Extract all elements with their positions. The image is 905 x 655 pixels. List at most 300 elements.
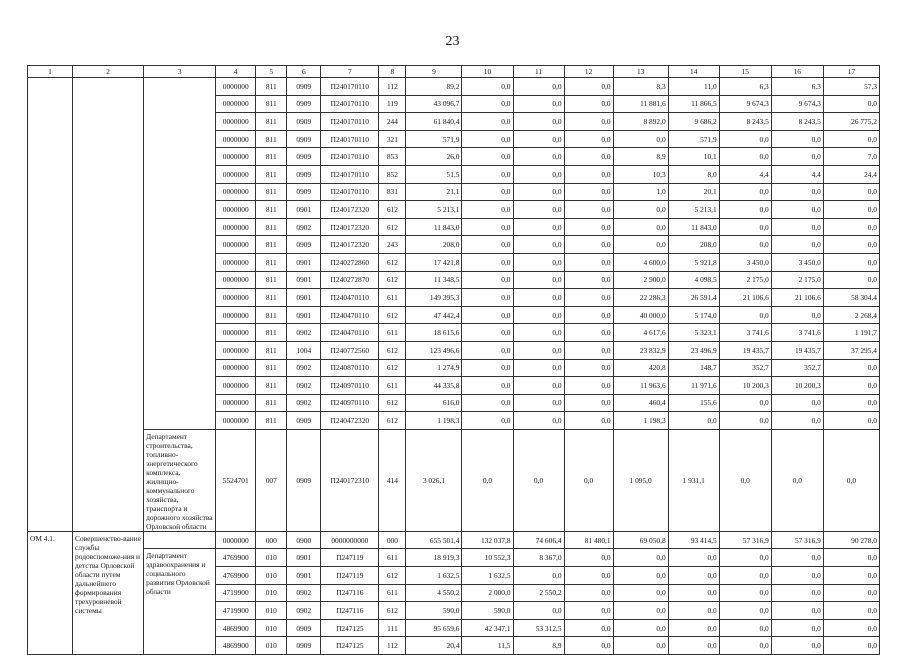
table-cell: 0,0 [668,602,719,620]
table-cell: 0,0 [613,130,668,148]
table-cell: 010 [256,602,287,620]
table-cell: 0,0 [668,637,719,655]
column-header: 16 [771,66,823,78]
table-cell: 11,0 [668,78,719,96]
table-cell: 243 [379,236,406,254]
column-header: 10 [462,66,513,78]
table-cell: 21,1 [406,183,462,201]
table-cell: 0,0 [771,394,823,412]
table-cell: 811 [256,218,287,236]
table-cell: 0,0 [823,412,879,430]
table-cell: 0,0 [513,567,564,585]
table-cell: 0000000 [216,165,256,183]
table-cell: 5 323,1 [668,324,719,342]
table-cell: 21 106,6 [771,289,823,307]
table-cell: 11 971,6 [668,377,719,395]
table-cell: 3 026,1 [406,429,462,531]
table-cell: 90 278,0 [823,531,879,549]
table-cell: 40 000,0 [613,306,668,324]
table-cell: П247116 [321,602,379,620]
responsible-executor: Департамент строительства, топливно-энергетического комплекса, жилищно-коммунального хозяйства, транспорта и дорожного хозяйства Орловской области [144,429,216,531]
table-cell: 0000000 [216,183,256,201]
table-cell: 0,0 [823,236,879,254]
table-cell: П240170110 [321,165,379,183]
table-cell: 0000000 [216,359,256,377]
table-cell: 0902 [287,377,321,395]
table-cell: 0000000000 [321,531,379,549]
table-cell: 010 [256,584,287,602]
table-cell: 0,0 [462,341,513,359]
table-cell: 53 312,5 [513,619,564,637]
table-cell: 11,5 [462,637,513,655]
table-cell: 0,0 [719,218,771,236]
table-cell: 8,0 [668,165,719,183]
column-header: 6 [287,66,321,78]
table-cell: 24,4 [823,165,879,183]
table-cell: 0,0 [564,324,613,342]
table-cell: 95 659,6 [406,619,462,637]
column-header: 4 [216,66,256,78]
table-cell: 57,3 [823,78,879,96]
table-cell: 132 037,8 [462,531,513,549]
table-cell: 0,0 [771,148,823,166]
measure-name: Совершенство-вание службы родовспоможе-ния и детства Орловской области путем дальнейшего формирования трехуровневой системы [73,531,144,654]
table-cell: 0,0 [719,201,771,219]
table-cell: 1 198,3 [613,412,668,430]
table-cell: 11 843,0 [406,218,462,236]
table-cell: 26 775,2 [823,113,879,131]
table-cell: П240470110 [321,324,379,342]
table-cell: 0,0 [513,201,564,219]
table-cell: 0,0 [771,637,823,655]
table-cell: 0,0 [719,549,771,567]
table-cell: 10 552,3 [462,549,513,567]
table-cell: 0,0 [823,201,879,219]
table-cell: 17 421,8 [406,253,462,271]
table-cell: 0902 [287,359,321,377]
table-cell: 0900 [287,531,321,549]
table-cell: 112 [379,78,406,96]
table-cell: 89,2 [406,78,462,96]
table-cell: 0,0 [564,289,613,307]
table-cell: 0909 [287,148,321,166]
table-cell: 612 [379,271,406,289]
table-cell: 007 [256,429,287,531]
table-cell: 2 175,0 [771,271,823,289]
table-cell: 10,1 [668,148,719,166]
table-cell: 4 550,2 [406,584,462,602]
table-cell: 119 [379,95,406,113]
table-cell: 18 919,3 [406,549,462,567]
table-cell: 0,0 [462,394,513,412]
table-cell: 0,0 [719,567,771,585]
table-cell: 811 [256,95,287,113]
table-cell: 0,0 [564,183,613,201]
table-cell: 0901 [287,289,321,307]
table-cell: 0,0 [613,218,668,236]
table-cell: 010 [256,549,287,567]
table-cell: 11 348,5 [406,271,462,289]
table-cell: 811 [256,130,287,148]
table-cell: 0,0 [613,201,668,219]
table-cell: 4769900 [216,549,256,567]
column-header: 1 [28,66,73,78]
table-cell: 0,0 [771,549,823,567]
table-cell: 0,0 [564,113,613,131]
table-cell: 0000000 [216,148,256,166]
table-cell: 811 [256,341,287,359]
table-cell: 23 832,9 [613,341,668,359]
table-cell: 0000000 [216,236,256,254]
table-cell: 0,0 [771,236,823,254]
table-cell: 9 674,3 [771,95,823,113]
table-cell: 611 [379,549,406,567]
table-cell: 0000000 [216,218,256,236]
table-cell: 4769900 [216,567,256,585]
table-cell: 0,0 [668,412,719,430]
table-cell: 0,0 [462,324,513,342]
table-cell: 8 243,5 [719,113,771,131]
table-cell: 43 096,7 [406,95,462,113]
table-cell: 208,0 [406,236,462,254]
table-cell: 0909 [287,412,321,430]
table-cell: 11 881,6 [613,95,668,113]
table-cell: 0,0 [564,236,613,254]
table-cell: 4,4 [719,165,771,183]
table-cell: 611 [379,289,406,307]
table-cell: 0,0 [613,236,668,254]
table-cell: 0,0 [719,306,771,324]
table-cell: 26 591,4 [668,289,719,307]
table-cell: 0,0 [564,78,613,96]
table-cell: 0,0 [719,130,771,148]
table-cell: 0,0 [564,341,613,359]
table-cell: 612 [379,412,406,430]
table-cell: 0,0 [564,359,613,377]
table-cell: 611 [379,377,406,395]
table-cell: 1 274,9 [406,359,462,377]
table-cell: 57 316,9 [771,531,823,549]
table-cell: 0,0 [462,236,513,254]
table-cell: 4869900 [216,637,256,655]
table-cell: 0000000 [216,113,256,131]
table-cell: П247125 [321,619,379,637]
table-cell: П240170110 [321,113,379,131]
table-cell: 6,3 [719,78,771,96]
table-cell: 0909 [287,165,321,183]
table-cell: 3 450,0 [719,253,771,271]
table-cell: 0,0 [771,429,823,531]
table-cell: 0,0 [823,602,879,620]
table-cell: 0,0 [823,637,879,655]
table-cell: 0,0 [513,377,564,395]
table-cell: 0,0 [771,567,823,585]
table-cell: 0,0 [823,130,879,148]
table-cell: 5 213,1 [668,201,719,219]
table-cell: 616,0 [406,394,462,412]
column-header: 3 [144,66,216,78]
table-cell: 0,0 [823,429,879,531]
table-cell: 5 174,0 [668,306,719,324]
table-cell: 7,0 [823,148,879,166]
table-cell: 8,9 [513,637,564,655]
table-cell: 811 [256,148,287,166]
table-cell: 0,0 [513,306,564,324]
table-cell: 69 050,8 [613,531,668,549]
table-cell: 4869900 [216,619,256,637]
table-cell: 0000000 [216,253,256,271]
table-cell: 10,3 [613,165,668,183]
table-cell: 2 175,0 [719,271,771,289]
table-cell: 0000000 [216,78,256,96]
table-cell: 18 615,6 [406,324,462,342]
table-cell: 420,8 [613,359,668,377]
table-cell: 0,0 [462,183,513,201]
table-cell: 0,0 [564,637,613,655]
table-cell: П247119 [321,549,379,567]
table-cell: 0,0 [668,549,719,567]
table-cell: 612 [379,394,406,412]
table-cell: 47 442,4 [406,306,462,324]
table-cell: 0,0 [771,218,823,236]
table-cell: 8 892,0 [613,113,668,131]
table-cell: П240272860 [321,253,379,271]
table-cell: 8,3 [613,78,668,96]
table-cell: 0,0 [462,201,513,219]
table-cell: 010 [256,637,287,655]
table-cell: 010 [256,619,287,637]
table-cell: 0,0 [564,148,613,166]
table-cell: 0909 [287,429,321,531]
table-cell: 0,0 [564,306,613,324]
table-cell: 0,0 [719,148,771,166]
table-cell: 3 450,0 [771,253,823,271]
table-cell: П240970110 [321,377,379,395]
table-cell: 1 632,5 [406,567,462,585]
table-cell: 0,0 [462,377,513,395]
table-cell: 811 [256,271,287,289]
table-cell: 8 243,5 [771,113,823,131]
table-cell: 352,7 [719,359,771,377]
table-cell: 655 501,4 [406,531,462,549]
table-cell: 0,0 [823,359,879,377]
table-cell: 0,0 [613,584,668,602]
table-cell: 0,0 [462,148,513,166]
table-cell: 811 [256,412,287,430]
table-cell: 010 [256,567,287,585]
table-cell: П247119 [321,567,379,585]
table-cell: 853 [379,148,406,166]
column-header: 17 [823,66,879,78]
table-cell: 61 840,4 [406,113,462,131]
table-cell: 244 [379,113,406,131]
table-cell: 21 106,6 [719,289,771,307]
table-cell: 0,0 [564,429,613,531]
table-cell: 0000000 [216,201,256,219]
table-cell: 0,0 [719,619,771,637]
table-cell: 0909 [287,236,321,254]
table-cell: 4 600,0 [613,253,668,271]
table-row [28,531,880,549]
table-cell: П240870110 [321,359,379,377]
table-cell: 42 347,1 [462,619,513,637]
table-cell: П240170110 [321,78,379,96]
table-cell: 1004 [287,341,321,359]
table-cell: 0,0 [719,183,771,201]
table-cell: 1,0 [613,183,668,201]
table-cell: 1 632,5 [462,567,513,585]
table-cell: 111 [379,619,406,637]
column-header: 15 [719,66,771,78]
table-cell: 0,0 [564,201,613,219]
table-cell: 1 931,1 [668,429,719,531]
table-cell: 811 [256,324,287,342]
table-cell: 0,0 [462,165,513,183]
responsible-executor: Департамент здравоохранения и социального развития Орловской области [144,549,216,655]
table-cell: 11 843,0 [668,218,719,236]
table-cell: 3 741,6 [719,324,771,342]
table-cell: 0,0 [513,289,564,307]
table-cell: 0,0 [668,584,719,602]
table-cell: П240172320 [321,201,379,219]
table-cell: 0,0 [823,394,879,412]
table-cell: 0,0 [462,359,513,377]
column-header: 13 [613,66,668,78]
table-cell: 2 000,0 [462,584,513,602]
table-cell: 0,0 [462,113,513,131]
table-cell: 0,0 [719,602,771,620]
table-cell: 0909 [287,619,321,637]
table-cell: 148,7 [668,359,719,377]
table-cell: 5 921,8 [668,253,719,271]
table-cell: 9 674,3 [719,95,771,113]
table-cell: 11 963,6 [613,377,668,395]
table-cell: 8 367,0 [513,549,564,567]
column-header: 11 [513,66,564,78]
table-cell: 611 [379,584,406,602]
table-cell: 2 268,4 [823,306,879,324]
table-cell: 20,4 [406,637,462,655]
table-cell: 4 617,6 [613,324,668,342]
table-cell: П240272870 [321,271,379,289]
table-cell: 0,0 [462,218,513,236]
table-cell: 0,0 [513,341,564,359]
table-cell: 0,0 [771,584,823,602]
table-cell: 0,0 [771,619,823,637]
table-cell: 3 741,6 [771,324,823,342]
table-cell: 149 395,3 [406,289,462,307]
table-cell: 811 [256,377,287,395]
table-cell: 0,0 [513,394,564,412]
table-cell: 0,0 [462,306,513,324]
table-cell: 0000000 [216,130,256,148]
table-cell: 0,0 [771,183,823,201]
table-cell: 0,0 [513,218,564,236]
table-cell: 0,0 [513,236,564,254]
table-cell: 9 686,2 [668,113,719,131]
table-cell: 0901 [287,201,321,219]
measure-code: ОМ 4.1. [28,531,73,654]
table-cell: 0,0 [513,412,564,430]
table-cell: 0,0 [564,412,613,430]
column-header: 8 [379,66,406,78]
table-cell: 0,0 [564,584,613,602]
table-cell: 0,0 [513,95,564,113]
table-cell: 5 213,1 [406,201,462,219]
table-cell: 811 [256,201,287,219]
table-cell: 19 435,7 [771,341,823,359]
table-row [28,549,880,567]
table-cell: П240470110 [321,306,379,324]
table-cell: 0,0 [719,236,771,254]
table-cell: 0000000 [216,95,256,113]
column-header: 7 [321,66,379,78]
table-cell: 571,9 [668,130,719,148]
table-cell: 0,0 [513,359,564,377]
table-cell: 37 295,4 [823,341,879,359]
table-cell: 51,5 [406,165,462,183]
table-cell: 0000000 [216,377,256,395]
table-cell: 612 [379,567,406,585]
table-cell: 0901 [287,549,321,567]
column-header: 9 [406,66,462,78]
table-cell: П240172310 [321,429,379,531]
table-cell: 611 [379,324,406,342]
table-cell: 0,0 [462,429,513,531]
table-cell: 0,0 [513,271,564,289]
table-cell: 0,0 [564,549,613,567]
table-cell: 0,0 [719,584,771,602]
table-cell: 123 496,6 [406,341,462,359]
column-header: 12 [564,66,613,78]
table-cell: 0,0 [564,130,613,148]
table-cell: 0,0 [771,602,823,620]
table-cell: 0909 [287,183,321,201]
table-cell: 0,0 [564,95,613,113]
table-cell: 0,0 [823,377,879,395]
table-cell: П240170110 [321,95,379,113]
table-cell: 10 200,3 [719,377,771,395]
table-cell: 811 [256,394,287,412]
table-cell: 8,9 [613,148,668,166]
table-cell: 321 [379,130,406,148]
table-cell: 0,0 [719,429,771,531]
table-cell: 0909 [287,637,321,655]
table-cell: 0000000 [216,341,256,359]
table-cell: 4 098,5 [668,271,719,289]
table-cell: 20,1 [668,183,719,201]
table-cell: 0,0 [513,78,564,96]
table-cell: 0,0 [513,113,564,131]
table-cell: П240170110 [321,148,379,166]
table-cell: П240970110 [321,394,379,412]
table-cell: 0,0 [564,218,613,236]
table-cell: 0,0 [823,567,879,585]
table-cell: 612 [379,253,406,271]
table-cell: 0,0 [771,201,823,219]
table-cell: 811 [256,289,287,307]
table-cell: 0902 [287,602,321,620]
table-cell: 0,0 [462,95,513,113]
table-cell: 57 316,9 [719,531,771,549]
table-cell: 0,0 [513,130,564,148]
table-cell: 0901 [287,253,321,271]
table-cell: 0,0 [719,412,771,430]
table-cell: 0,0 [823,183,879,201]
table-cell: 000 [256,531,287,549]
table-cell: 590,0 [462,602,513,620]
table-cell: 0,0 [513,148,564,166]
